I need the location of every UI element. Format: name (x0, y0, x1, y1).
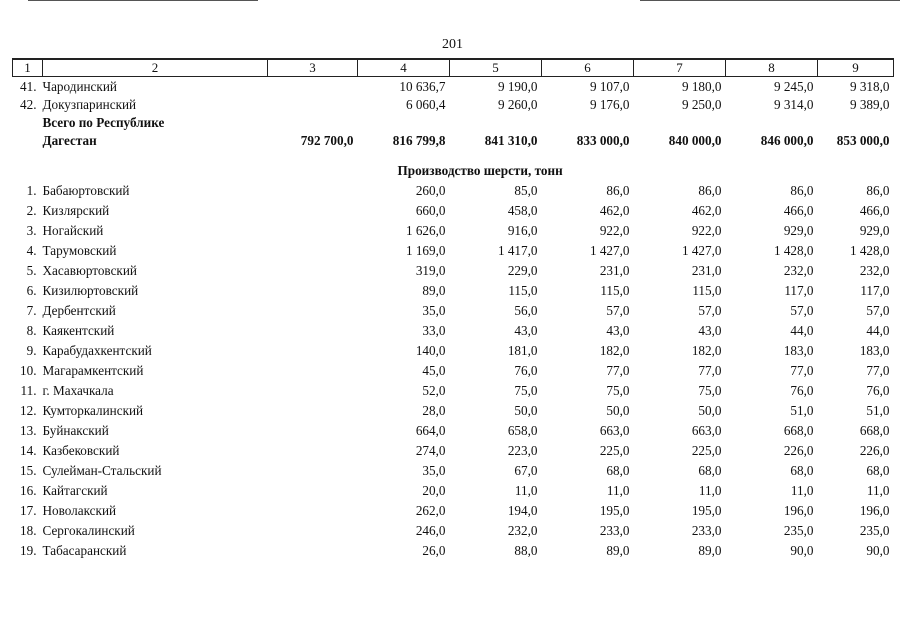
data-table (12, 58, 894, 559)
table-row (13, 519, 894, 539)
row-cell: 195,0 (599, 503, 630, 518)
row-cell: 43,0 (514, 323, 538, 338)
row-cell: 10 636,7 (399, 79, 446, 94)
row-cell: 235,0 (783, 523, 814, 538)
row-cell: 1 427,0 (681, 243, 722, 258)
row-number: 17. (20, 503, 37, 518)
row-cell (268, 95, 358, 113)
table-row (13, 319, 894, 339)
row-name: Магарамкентский (42, 363, 144, 378)
total-cell: 833 000,0 (576, 133, 630, 148)
row-cell: 89,0 (422, 283, 446, 298)
row-cell: 67,0 (514, 463, 538, 478)
row-cell: 117,0 (784, 283, 814, 298)
row-cell: 86,0 (790, 183, 814, 198)
total-block (13, 113, 894, 179)
top-rule-left (28, 0, 258, 1)
row-name: Тарумовский (42, 243, 117, 258)
table-row (13, 299, 894, 319)
row-cell: 9 107,0 (589, 79, 630, 94)
row-cell: 90,0 (866, 543, 890, 558)
row-name: Новолакский (42, 503, 117, 518)
row-cell: 57,0 (698, 303, 722, 318)
row-cell (268, 339, 358, 359)
total-label-line2: Дагестан (42, 133, 97, 148)
row-name: Казбековский (42, 443, 120, 458)
column-header: 7 (634, 59, 726, 77)
table-row (13, 399, 894, 419)
row-cell: 663,0 (691, 423, 722, 438)
row-cell: 86,0 (866, 183, 890, 198)
row-cell: 86,0 (698, 183, 722, 198)
row-cell: 56,0 (514, 303, 538, 318)
row-cell: 233,0 (691, 523, 722, 538)
column-header: 5 (450, 59, 542, 77)
row-cell: 663,0 (599, 423, 630, 438)
row-cell: 183,0 (783, 343, 814, 358)
row-cell (268, 519, 358, 539)
row-cell: 660,0 (415, 203, 446, 218)
row-cell: 28,0 (422, 403, 446, 418)
row-cell: 115,0 (508, 283, 538, 298)
row-cell: 86,0 (606, 183, 630, 198)
row-cell: 88,0 (514, 543, 538, 558)
table-row (13, 279, 894, 299)
table-row (13, 499, 894, 519)
row-cell (268, 479, 358, 499)
row-cell: 9 245,0 (773, 79, 814, 94)
row-cell (268, 199, 358, 219)
table-row (13, 239, 894, 259)
table-row (13, 77, 894, 96)
row-number: 11. (20, 383, 37, 398)
row-cell: 458,0 (507, 203, 538, 218)
row-cell: 140,0 (415, 343, 446, 358)
column-header: 8 (726, 59, 818, 77)
page-number: 201 (442, 37, 463, 52)
row-cell: 50,0 (514, 403, 538, 418)
row-cell: 11,0 (790, 483, 814, 498)
row-cell (268, 259, 358, 279)
row-cell (268, 419, 358, 439)
row-cell: 319,0 (415, 263, 446, 278)
row-cell: 1 626,0 (405, 223, 446, 238)
row-cell: 45,0 (422, 363, 446, 378)
column-header: 9 (818, 59, 894, 77)
row-name: Кумторкалинский (42, 403, 144, 418)
row-cell: 11,0 (606, 483, 630, 498)
row-name: Чародинский (42, 79, 117, 94)
row-cell: 223,0 (507, 443, 538, 458)
row-cell: 68,0 (606, 463, 630, 478)
row-cell: 929,0 (859, 223, 890, 238)
row-cell: 195,0 (691, 503, 722, 518)
row-cell: 77,0 (698, 363, 722, 378)
row-number: 1. (26, 183, 37, 198)
row-cell: 668,0 (783, 423, 814, 438)
row-cell: 68,0 (698, 463, 722, 478)
total-row (13, 131, 894, 149)
table-row (13, 259, 894, 279)
row-cell: 226,0 (783, 443, 814, 458)
row-number: 18. (20, 523, 37, 538)
row-name: Кайтагский (42, 483, 108, 498)
table-row (13, 359, 894, 379)
row-cell: 9 176,0 (589, 97, 630, 112)
row-number: 41. (20, 79, 37, 94)
row-cell: 462,0 (691, 203, 722, 218)
row-cell: 466,0 (859, 203, 890, 218)
row-cell: 6 060,4 (405, 97, 446, 112)
table-row (13, 179, 894, 199)
row-cell: 262,0 (415, 503, 446, 518)
row-cell: 183,0 (859, 343, 890, 358)
row-cell: 51,0 (790, 403, 814, 418)
row-number: 42. (20, 97, 37, 112)
row-cell: 181,0 (507, 343, 538, 358)
row-number: 12. (20, 403, 37, 418)
row-cell: 929,0 (783, 223, 814, 238)
row-cell: 20,0 (422, 483, 446, 498)
column-header: 4 (358, 59, 450, 77)
row-number: 7. (26, 303, 37, 318)
row-name: Карабудахкентский (42, 343, 152, 358)
row-cell (268, 77, 358, 96)
row-number: 9. (26, 343, 37, 358)
row-cell: 1 427,0 (589, 243, 630, 258)
row-cell: 235,0 (859, 523, 890, 538)
row-number: 16. (20, 483, 37, 498)
row-cell: 1 428,0 (849, 243, 890, 258)
column-header: 3 (268, 59, 358, 77)
row-number: 19. (20, 543, 37, 558)
row-cell (268, 279, 358, 299)
row-cell: 115,0 (692, 283, 722, 298)
row-cell: 9 250,0 (681, 97, 722, 112)
row-cell: 77,0 (606, 363, 630, 378)
row-number: 10. (20, 363, 37, 378)
total-cell: 792 700,0 (300, 133, 354, 148)
row-cell: 11,0 (698, 483, 722, 498)
row-cell: 658,0 (507, 423, 538, 438)
row-cell: 9 318,0 (849, 79, 890, 94)
row-cell (268, 359, 358, 379)
row-name: Табасаранский (42, 543, 127, 558)
row-cell: 85,0 (514, 183, 538, 198)
row-cell: 226,0 (859, 443, 890, 458)
row-number: 13. (20, 423, 37, 438)
total-cell: 816 799,8 (392, 133, 446, 148)
row-cell: 57,0 (606, 303, 630, 318)
row-name: Кизлярский (42, 203, 110, 218)
row-cell: 33,0 (422, 323, 446, 338)
row-cell (268, 379, 358, 399)
row-cell: 1 169,0 (405, 243, 446, 258)
row-cell: 9 190,0 (497, 79, 538, 94)
row-cell: 462,0 (599, 203, 630, 218)
row-cell: 89,0 (698, 543, 722, 558)
row-cell: 664,0 (415, 423, 446, 438)
row-cell (268, 499, 358, 519)
row-cell: 75,0 (606, 383, 630, 398)
row-number: 4. (26, 243, 37, 258)
row-cell: 232,0 (783, 263, 814, 278)
column-header: 2 (43, 59, 268, 77)
table-row (13, 379, 894, 399)
row-name: Сергокалинский (42, 523, 135, 538)
row-name: Буйнакский (42, 423, 109, 438)
row-cell: 76,0 (790, 383, 814, 398)
row-name: Сулейман-Стальский (42, 463, 162, 478)
row-cell: 922,0 (691, 223, 722, 238)
row-cell: 466,0 (783, 203, 814, 218)
wool-rows (13, 179, 894, 559)
top-rows (13, 77, 894, 114)
row-cell: 9 314,0 (773, 97, 814, 112)
row-cell: 76,0 (866, 383, 890, 398)
row-cell: 117,0 (860, 283, 890, 298)
row-number: 14. (20, 443, 37, 458)
row-cell: 43,0 (698, 323, 722, 338)
row-cell: 76,0 (514, 363, 538, 378)
row-cell: 68,0 (866, 463, 890, 478)
table-row (13, 459, 894, 479)
row-cell: 182,0 (691, 343, 722, 358)
row-cell (268, 219, 358, 239)
row-cell: 68,0 (790, 463, 814, 478)
row-cell: 9 389,0 (849, 97, 890, 112)
row-cell: 229,0 (507, 263, 538, 278)
row-cell (268, 179, 358, 199)
row-cell (268, 539, 358, 559)
table-row (13, 339, 894, 359)
row-cell: 232,0 (507, 523, 538, 538)
row-cell: 182,0 (599, 343, 630, 358)
column-number-header (13, 59, 894, 77)
row-cell: 115,0 (600, 283, 630, 298)
row-name: Бабаюртовский (42, 183, 130, 198)
table-row (13, 439, 894, 459)
row-name: Кизилюртовский (42, 283, 139, 298)
row-cell: 89,0 (606, 543, 630, 558)
row-name: Хасавюртовский (42, 263, 137, 278)
row-name: Дербентский (42, 303, 116, 318)
row-cell (268, 439, 358, 459)
column-header: 6 (542, 59, 634, 77)
total-row-label (13, 113, 894, 131)
row-name: г. Махачкала (42, 383, 114, 398)
row-cell: 922,0 (599, 223, 630, 238)
row-number: 5. (26, 263, 37, 278)
row-number: 15. (20, 463, 37, 478)
row-cell: 194,0 (507, 503, 538, 518)
section-title: Производство шерсти, тонн (397, 163, 563, 178)
row-cell: 44,0 (866, 323, 890, 338)
table-row (13, 479, 894, 499)
row-cell: 57,0 (866, 303, 890, 318)
total-cell: 841 310,0 (484, 133, 538, 148)
total-label-line1: Всего по Республике (42, 115, 165, 130)
row-cell: 11,0 (514, 483, 538, 498)
row-cell: 1 417,0 (497, 243, 538, 258)
total-cell: 846 000,0 (760, 133, 814, 148)
row-cell: 196,0 (783, 503, 814, 518)
row-cell: 233,0 (599, 523, 630, 538)
row-cell: 231,0 (691, 263, 722, 278)
row-cell: 225,0 (691, 443, 722, 458)
row-cell: 77,0 (790, 363, 814, 378)
row-cell: 57,0 (790, 303, 814, 318)
row-cell: 9 260,0 (497, 97, 538, 112)
table-row (13, 419, 894, 439)
row-cell: 35,0 (422, 463, 446, 478)
row-cell: 77,0 (866, 363, 890, 378)
row-number: 8. (26, 323, 37, 338)
row-cell: 274,0 (415, 443, 446, 458)
table-row (13, 219, 894, 239)
total-cell: 840 000,0 (668, 133, 722, 148)
top-rule-right (640, 0, 900, 1)
row-cell (268, 399, 358, 419)
row-cell: 260,0 (415, 183, 446, 198)
row-cell: 43,0 (606, 323, 630, 338)
row-cell: 916,0 (507, 223, 538, 238)
row-number: 3. (26, 223, 37, 238)
row-cell: 35,0 (422, 303, 446, 318)
row-number: 6. (26, 283, 37, 298)
row-cell: 232,0 (859, 263, 890, 278)
row-cell: 11,0 (866, 483, 890, 498)
row-cell: 44,0 (790, 323, 814, 338)
row-cell: 246,0 (415, 523, 446, 538)
row-cell (268, 459, 358, 479)
table-row (13, 539, 894, 559)
row-cell: 196,0 (859, 503, 890, 518)
row-cell: 52,0 (422, 383, 446, 398)
column-header: 1 (13, 59, 43, 77)
row-cell: 90,0 (790, 543, 814, 558)
row-number: 2. (26, 203, 37, 218)
section-heading-row (13, 149, 894, 179)
row-cell: 51,0 (866, 403, 890, 418)
row-cell: 231,0 (599, 263, 630, 278)
row-cell: 26,0 (422, 543, 446, 558)
row-cell: 1 428,0 (773, 243, 814, 258)
row-cell: 75,0 (698, 383, 722, 398)
row-cell: 50,0 (606, 403, 630, 418)
row-name: Каякентский (42, 323, 115, 338)
row-cell: 9 180,0 (681, 79, 722, 94)
table-row (13, 95, 894, 113)
row-cell: 668,0 (859, 423, 890, 438)
row-cell (268, 239, 358, 259)
row-cell: 225,0 (599, 443, 630, 458)
row-name: Ногайский (42, 223, 104, 238)
row-cell: 50,0 (698, 403, 722, 418)
total-cell: 853 000,0 (836, 133, 890, 148)
data-table-container (12, 58, 893, 559)
row-cell (268, 299, 358, 319)
table-row (13, 199, 894, 219)
row-name: Докузпаринский (42, 97, 137, 112)
row-cell (268, 319, 358, 339)
row-cell: 75,0 (514, 383, 538, 398)
